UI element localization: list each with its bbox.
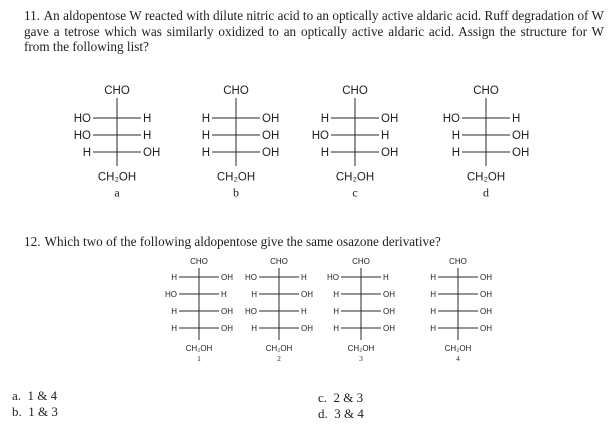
structure-label: b bbox=[233, 185, 239, 200]
option-c bbox=[318, 390, 363, 405]
fischer-structure bbox=[327, 257, 395, 363]
right-substituent: H bbox=[381, 130, 390, 143]
right-substituent: H bbox=[143, 130, 152, 143]
left-substituent: H bbox=[430, 289, 436, 299]
structure-label: 3 bbox=[359, 354, 363, 363]
right-substituent: OH bbox=[301, 289, 313, 299]
right-substituent: H bbox=[301, 272, 307, 282]
left-substituent: H bbox=[171, 323, 177, 333]
option-d-letter: d. bbox=[318, 406, 328, 421]
right-substituent: OH bbox=[383, 289, 395, 299]
left-substituent: H bbox=[251, 323, 257, 333]
left-substituent: H bbox=[82, 147, 91, 160]
right-substituent: OH bbox=[262, 130, 280, 143]
left-substituent: H bbox=[201, 147, 210, 160]
structure-label: 2 bbox=[277, 354, 281, 363]
right-substituent: H bbox=[221, 289, 227, 299]
right-substituent: OH bbox=[262, 113, 280, 126]
left-substituent: HO bbox=[165, 289, 177, 299]
left-substituent: HO bbox=[245, 306, 257, 316]
left-substituent: H bbox=[451, 130, 460, 143]
right-substituent: OH bbox=[221, 306, 233, 316]
hydroxymethyl-group-label: CH₂OH bbox=[216, 171, 256, 184]
aldehyde-group-label: CHO bbox=[190, 257, 208, 266]
hydroxymethyl-group-label: CH₂OH bbox=[185, 344, 213, 353]
left-substituent: H bbox=[201, 113, 210, 126]
aldehyde-group-label: CHO bbox=[449, 257, 467, 266]
right-substituent: OH bbox=[383, 306, 395, 316]
option-d bbox=[318, 406, 364, 421]
right-substituent: OH bbox=[480, 306, 492, 316]
left-substituent: HO bbox=[327, 272, 339, 282]
left-substituent: HO bbox=[311, 130, 329, 143]
left-substituent: H bbox=[251, 289, 257, 299]
aldehyde-group-label: CHO bbox=[104, 85, 130, 97]
right-substituent: OH bbox=[221, 272, 233, 282]
left-substituent: H bbox=[451, 147, 460, 160]
structure-label: a bbox=[114, 185, 120, 200]
right-substituent: OH bbox=[480, 289, 492, 299]
aldehyde-group-label: CHO bbox=[342, 85, 368, 97]
right-substituent: OH bbox=[512, 130, 530, 143]
left-substituent: HO bbox=[73, 130, 91, 143]
left-substituent: H bbox=[201, 130, 210, 143]
left-substituent: HO bbox=[245, 272, 257, 282]
question-12-text: Which two of the following aldopentose give the same osazone derivative? bbox=[44, 234, 441, 249]
aldehyde-group-label: CHO bbox=[473, 85, 499, 97]
option-a bbox=[12, 388, 57, 403]
right-substituent: OH bbox=[262, 147, 280, 160]
aldehyde-group-label: CHO bbox=[270, 257, 288, 266]
left-substituent: H bbox=[333, 289, 339, 299]
option-b-text: 1 & 3 bbox=[28, 404, 58, 419]
right-substituent: H bbox=[301, 306, 307, 316]
fischer-structure bbox=[430, 257, 492, 363]
left-substituent: H bbox=[430, 306, 436, 316]
left-substituent: H bbox=[430, 272, 436, 282]
fischer-structure bbox=[245, 257, 313, 363]
option-c-text: 2 & 3 bbox=[333, 390, 364, 405]
hydroxymethyl-group-label: CH₂OH bbox=[347, 344, 375, 353]
structure-label: 1 bbox=[197, 354, 201, 363]
right-substituent: OH bbox=[480, 272, 492, 282]
question-12-number: 12. bbox=[24, 234, 41, 249]
right-substituent: H bbox=[383, 272, 389, 282]
right-substituent: OH bbox=[512, 147, 530, 160]
structure-label: 4 bbox=[456, 354, 460, 363]
left-substituent: H bbox=[430, 323, 436, 333]
left-substituent: H bbox=[333, 323, 339, 333]
option-a-letter: a. bbox=[12, 388, 22, 403]
structure-label: c bbox=[352, 185, 358, 200]
hydroxymethyl-group-label: CH₂OH bbox=[444, 344, 472, 353]
option-b bbox=[12, 404, 58, 419]
option-b-letter: b. bbox=[12, 404, 22, 419]
left-substituent: HO bbox=[73, 113, 91, 126]
left-substituent: H bbox=[171, 272, 177, 282]
hydroxymethyl-group-label: CH₂OH bbox=[97, 171, 137, 184]
aldehyde-group-label: CHO bbox=[223, 85, 249, 97]
right-substituent: OH bbox=[480, 323, 492, 333]
fischer-structure bbox=[165, 257, 233, 363]
hydroxymethyl-group-label: CH₂OH bbox=[466, 171, 506, 184]
left-substituent: H bbox=[171, 306, 177, 316]
option-d-text: 3 & 4 bbox=[334, 406, 364, 421]
right-substituent: OH bbox=[221, 323, 233, 333]
right-substituent: H bbox=[512, 113, 521, 126]
option-c-letter: c. bbox=[318, 390, 328, 405]
right-substituent: OH bbox=[143, 147, 161, 160]
right-substituent: OH bbox=[383, 323, 395, 333]
question-11-text: An aldopentose W reacted with dilute nitric acid to an optically active aldaric acid. Ruff degradation of W gave a tetrose which was similarly oxidized to an optically active aldaric acid. Assign the structure for W from the following list? bbox=[24, 8, 604, 54]
hydroxymethyl-group-label: CH₂OH bbox=[265, 344, 293, 353]
left-substituent: H bbox=[333, 306, 339, 316]
left-substituent: H bbox=[320, 147, 329, 160]
option-a-text: 1 & 4 bbox=[27, 388, 58, 403]
left-substituent: H bbox=[320, 113, 329, 126]
structure-label: d bbox=[483, 185, 489, 200]
right-substituent: OH bbox=[381, 113, 399, 126]
question-11-number: 11. bbox=[24, 8, 40, 23]
aldehyde-group-label: CHO bbox=[352, 257, 370, 266]
left-substituent: HO bbox=[442, 113, 460, 126]
right-substituent: OH bbox=[301, 323, 313, 333]
right-substituent: OH bbox=[381, 147, 399, 160]
hydroxymethyl-group-label: CH₂OH bbox=[335, 171, 375, 184]
right-substituent: H bbox=[143, 113, 152, 126]
